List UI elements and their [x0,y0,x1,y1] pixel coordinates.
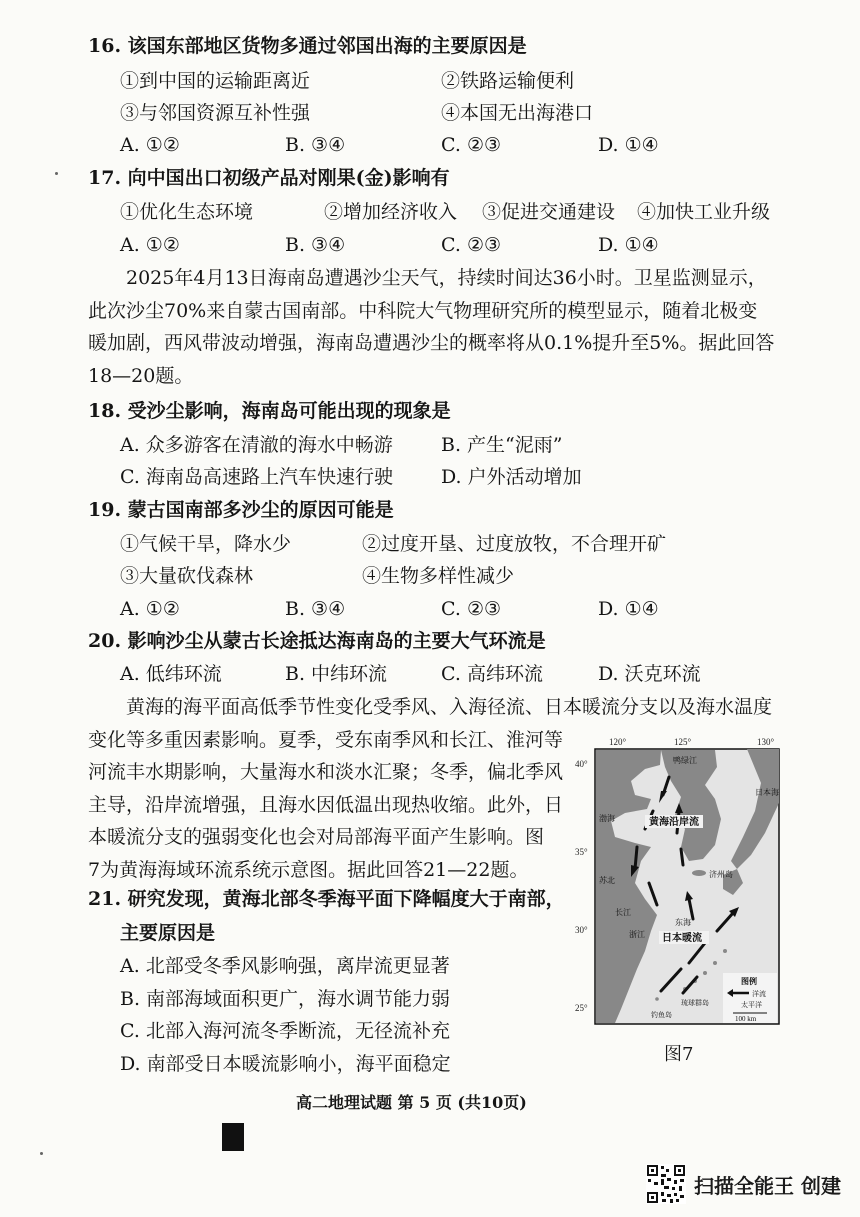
q16-item-1: ①到中国的运输距离近 [120,70,311,92]
q16-option-b: B. ③④ [285,134,346,156]
current-arrow [681,849,683,865]
q17-option-c: C. ②③ [441,234,502,256]
legend-title: 图例 [741,977,757,986]
scanner-text: 扫描全能王 创建 [694,1173,841,1198]
lon-tick-125: 125° [674,737,692,747]
q21-option-b: B. 南部海域面积更广，海水调节能力弱 [120,988,451,1010]
passage2-line-6: 7为黄海海域环流系统示意图。据此回答21—22题。 [88,858,529,881]
diaoyu-islet [655,997,659,1001]
passage1-line-3: 暖加剧，西风带波动增强，海南岛遭遇沙尘的概率将从0.1%提升至5%。据此回答 [88,332,775,354]
q17-item-4: ④加快工业升级 [637,201,771,223]
q19-item-2: ②过度开垦、过度放牧，不合理开矿 [362,533,667,555]
q20-option-a: A. 低纬环流 [120,663,222,685]
lon-tick-130: 130° [757,737,775,747]
question-16-stem: 16. 该国东部地区货物多通过邻国出海的主要原因是 [88,35,527,57]
q16-item-4: ④本国无出海港口 [441,102,594,124]
q19-item-1: ①气候干旱，降水少 [120,533,292,555]
q21-option-c: C. 北部入海河流冬季断流，无径流补充 [120,1020,450,1042]
passage2-line-2: 变化等多重因素影响。夏季，受东南季风和长江、淮河等 [88,728,564,751]
label-ryukyu: 琉球群岛 [681,999,709,1007]
passage2-line-1: 黄海的海平面高低季节性变化受季风、入海径流、日本暖流分支以及海水温度 [126,696,773,718]
q18-option-b: B. 产生“泥雨” [441,434,563,456]
scale-label: 100 km [735,1015,757,1023]
q20-option-c: C. 高纬环流 [441,663,543,685]
passage-sandstorm [88,262,798,392]
ryukyu-islet [703,971,707,975]
passage1-line-1: 2025年4月13日海南岛遭遇沙尘天气，持续时间达36小时。卫星监测显示， [126,267,767,289]
lat-tick-35: 35° [575,847,588,857]
label-bohai: 渤海 [599,814,615,823]
q16-option-c: C. ②③ [441,134,502,156]
q16-item-3: ③与邻国资源互补性强 [120,102,311,124]
q19-option-a: A. ①② [120,598,180,620]
q17-item-1: ①优化生态环境 [120,201,254,223]
jeju-island [692,870,706,876]
figure-caption: 图7 [664,1044,694,1065]
label-pacific: 太平洋 [741,1001,762,1009]
q21-option-d: D. 南部受日本暖流影响小，海平面稳定 [120,1053,451,1075]
label-diaoyu: 钓鱼岛 [651,1011,672,1019]
lon-tick-120: 120° [609,737,627,747]
label-yangtze: 长江 [615,908,631,917]
question-21-stem: 21. 研究发现，黄海北部冬季海平面下降幅度大于南部， [88,888,565,910]
label-yalu: 鸭绿江 [673,756,697,765]
question-20-stem: 20. 影响沙尘从蒙古长途抵达海南岛的主要大气环流是 [88,630,546,652]
q16-item-2: ②铁路运输便利 [441,70,575,92]
lat-tick-40: 40° [575,759,588,769]
q17-option-d: D. ①④ [598,234,659,256]
current-arrow [635,847,637,869]
q19-item-4: ④生物多样性减少 [362,565,515,587]
label-east-china-sea: 东海 [675,918,691,927]
label-kuroshio: 日本暖流 [662,933,702,944]
q16-option-a: A. ①② [120,134,180,156]
q19-item-3: ③大量砍伐森林 [120,565,254,587]
q17-item-2: ②增加经济收入 [324,201,458,223]
q19-option-c: C. ②③ [441,598,502,620]
scan-mark [222,1123,244,1151]
question-19-stem: 19. 蒙古国南部多沙尘的原因可能是 [88,499,394,521]
label-jeju: 济州岛 [709,870,733,879]
q17-option-a: A. ①② [120,234,180,256]
page-footer: 高二地理试题 第 5 页 (共10页) [296,1093,527,1112]
q17-item-3: ③促进交通建设 [482,201,616,223]
scan-speck [40,1152,43,1155]
question-17-stem: 17. 向中国出口初级产品对刚果(金)影响有 [88,167,450,189]
ryukyu-islet [723,949,727,953]
q18-option-a: A. 众多游客在清澈的海水中畅游 [120,434,393,456]
lat-tick-30: 30° [575,925,588,935]
label-zhejiang: 浙江 [629,930,645,939]
ryukyu-islet [713,961,717,965]
passage2-line-3: 河流丰水期影响，大量海水和淡水汇聚；冬季，偏北季风 [88,761,564,783]
yellow-sea-current-map [565,737,787,1037]
q18-option-d: D. 户外活动增加 [441,466,582,488]
label-jiangsu: 苏北 [599,876,615,885]
q17-option-b: B. ③④ [285,234,346,256]
lat-tick-25: 25° [575,1003,588,1013]
scan-speck [55,172,58,175]
question-21-stem-cont: 主要原因是 [120,922,216,944]
legend-item: 洋流 [752,990,766,998]
q18-option-c: C. 海南岛高速路上汽车快速行驶 [120,466,393,488]
q19-option-d: D. ①④ [598,598,659,620]
q21-option-a: A. 北部受冬季风影响强，离岸流更显著 [120,955,450,977]
q20-option-b: B. 中纬环流 [285,663,388,685]
scanner-watermark [646,1164,841,1204]
q19-option-b: B. ③④ [285,598,346,620]
label-sea-of-japan: 日本海 [755,788,779,797]
passage1-line-4: 18—20题。 [88,364,194,387]
q16-option-d: D. ①④ [598,134,659,156]
question-18-stem: 18. 受沙尘影响，海南岛可能出现的现象是 [88,400,451,422]
qr-code-icon [646,1164,686,1204]
passage2-line-5: 本暖流分支的强弱变化也会对局部海平面产生影响。图 [88,826,545,848]
label-coastal-current: 黄海沿岸流 [649,817,699,828]
passage2-line-4: 主导，沿岸流增强，且海水因低温出现热收缩。此外，日 [88,793,564,816]
passage1-line-2: 此次沙尘70%来自蒙古国南部。中科院大气物理研究所的模型显示，随着北极变 [88,299,758,322]
q20-option-d: D. 沃克环流 [598,663,701,685]
